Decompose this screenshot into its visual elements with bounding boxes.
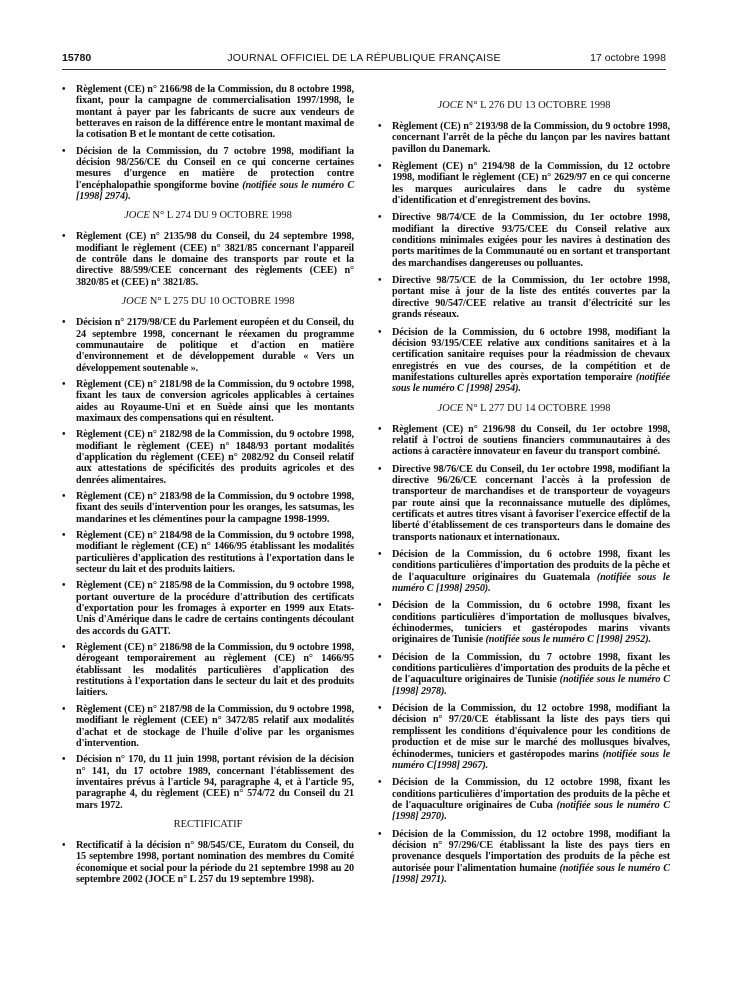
section-title: N° L 276 DU 13 OCTOBRE 1998 (465, 100, 611, 111)
entry-text: Décision n° 170, du 11 juin 1998, portant révision de la décision n° 141, du 17 octobre 1989, concernant l'établissement des inventaires prévus à l'article 94, paragraphe 4, et à l'article 95, paragraphe 4, du règlement (CEE) n° 574/72 du Conseil du 21 mars 1972. (76, 754, 354, 811)
entry-text: Décision de la Commission, du 7 octobre 1998, modifiant la décision 98/256/CE du Conseil en ce qui concerne certaines mesures d'urgence en matière de protection contre l'encéphalopathie spongiforme bovine (76, 145, 354, 191)
section-title: RECTIFICATIF (173, 818, 243, 830)
entry-text: Décision de la Commission, du 7 octobre 1998, fixant les conditions particulières d'importation des produits de la pêche et de l'aquaculture originaires de Tunisie (392, 651, 670, 686)
list-item (378, 829, 670, 886)
entry-text: Directive 98/76/CE du Conseil, du 1er octobre 1998, modifiant la directive 96/26/CE concernant l'accès à la profession de transporteur de marchandises et de transporteur de voyageurs par route ainsi que la reconnaissance mutuelle des diplômes, certificats et autres titres visant à favoriser l'exercice effectif de la liberté d'établissement de ces transporteurs dans le domaine des transports nationaux et internationaux. (392, 463, 670, 543)
list-item (62, 754, 354, 811)
section-heading (378, 100, 670, 111)
entry-text: Directive 98/74/CE de la Commission, du 1er octobre 1998, modifiant la directive 93/75/CEE du Conseil relative aux conditions minimales exigées pour les navires à destination des ports maritimes de la Communauté ou en sortant et transportant des marchandises dangereuses ou polluantes. (392, 212, 670, 269)
section-heading (62, 210, 354, 221)
list-item (62, 317, 354, 374)
list-item (378, 777, 670, 822)
entry-text: Décision de la Commission, du 12 octobre 1998, modifiant la décision n° 97/296/CE établissant la liste des pays tiers en provenance desquels l'importation des produits de la pêche est autorisée pour l'alimentation humaine (392, 828, 670, 874)
section-title: N° L 275 DU 10 OCTOBRE 1998 (149, 296, 295, 308)
list-item (378, 464, 670, 543)
list-item (378, 327, 670, 395)
entry-text: Règlement (CE) n° 2182/98 de la Commission, du 9 octobre 1998, modifiant le règlement (CEE) n° 1848/93 portant modalités d'application du règlement (CEE) n° 2082/92 du Conseil relatif aux attestations de spécificités des produits agricoles et des denrées alimentaires. (76, 429, 354, 486)
entry-text: Directive 98/75/CE de la Commission, du 1er octobre 1998, portant mise à jour de la liste des entités couvertes par la directive 90/547/CEE relative au transit d'électricité sur les grands réseaux. (392, 275, 670, 321)
entry-text: Règlement (CE) n° 2166/98 de la Commission, du 8 octobre 1998, fixant, pour la campagne de commercialisation 1997/1998, le montant à payer par les fabricants de sucre aux vendeurs de betteraves en raison de la différence entre le montant maximal de la cotisation B et le montant de cette cotisation. (76, 84, 354, 141)
list-item (62, 231, 354, 288)
entry-text: Règlement (CE) n° 2186/98 de la Commission, du 9 octobre 1998, dérogeant temporairement au règlement (CE) n° 1466/95 établissant les modalités particulières d'application des restitutions à l'exportation dans le secteur du lait et des produits laitiers. (76, 642, 354, 699)
section-heading (378, 403, 670, 414)
list-item (62, 530, 354, 575)
journal-title: JOURNAL OFFICIEL DE LA RÉPUBLIQUE FRANÇAISE (227, 52, 501, 64)
list-item (378, 703, 670, 771)
notification-reference: (notifiée sous le numéro C [1998] 2971). (392, 862, 670, 885)
entry-text: Décision de la Commission, du 12 octobre 1998, fixant les conditions particulières d'importation des produits de la pêche et de l'aquaculture originaires de Cuba (392, 777, 670, 811)
section-title: N° L 274 DU 9 OCTOBRE 1998 (152, 210, 292, 222)
notification-reference: (notifiée sous le numéro C [1998] 2950). (392, 571, 671, 595)
list-item (62, 580, 354, 637)
list-item (378, 549, 670, 594)
entry-text: Décision n° 2179/98/CE du Parlement européen et du Conseil, du 24 septembre 1998, concernant le réexamen du programme communautaire de politique et d'action en matière d'environnement et de développement durable « Vers un développement soutenable ». (76, 317, 354, 374)
list-item (62, 491, 354, 525)
notification-reference: (notifiée sous le numéro C [1998] 2952). (485, 634, 651, 646)
entry-text: Règlement (CE) n° 2181/98 de la Commission, du 9 octobre 1998, fixant les taux de conversion agricoles applicables à certaines aides au Royaume-Uni et en Suède ainsi que les montants maximaux des compensations qui en résultent. (76, 378, 354, 424)
list-item (378, 652, 670, 697)
notification-reference: (notifiée sous le numéro C [1998] 2970). (392, 799, 670, 823)
section-heading (62, 296, 354, 307)
left-column (62, 84, 354, 890)
list-item (378, 121, 670, 155)
page-header (62, 52, 666, 68)
entry-text: Décision de la Commission, du 6 octobre 1998, fixant les conditions particulières d'importation des produits de la pêche et de l'aquaculture originaires du Guatemala (392, 549, 670, 583)
entry-text: Décision de la Commission, du 12 octobre 1998, modifiant la décision n° 97/20/CE établissant la liste des pays tiers qui remplissent les conditions d'équivalence pour les conditions de production et de mise sur le marché des mollusques bivalves, échinodermes, tuniciers et gastéropodes marins (392, 703, 670, 760)
list-item (378, 424, 670, 458)
list-item (62, 84, 354, 141)
entry-text: Règlement (CE) n° 2185/98 de la Commission, du 9 octobre 1998, portant ouverture de la procédure d'attribution des certificats d'exportation pour les fromages à exporter en 1999 aux Etats-Unis d'Amérique dans le cadre de certains contingents découlant des accords du GATT. (76, 580, 354, 637)
list-item (378, 275, 670, 320)
list-item (62, 840, 354, 885)
list-item (62, 379, 354, 424)
section-journal-prefix: JOCE (121, 296, 148, 308)
right-column (378, 84, 670, 891)
entry-text: Décision de la Commission, du 6 octobre 1998, modifiant la décision 93/195/CEE relative aux conditions sanitaires et à la certification sanitaire requises pour la réadmission de chevaux enregistrés en vue des courses, de la compétition et de manifestations culturelles après exportation temporaire (392, 326, 670, 383)
notification-reference: (notifiée sous le numéro C [1998] 2978). (392, 674, 671, 697)
list-item (378, 600, 670, 645)
section-journal-prefix: JOCE (437, 402, 464, 414)
page-number: 15780 (62, 52, 92, 64)
section-title: N° L 277 DU 14 OCTOBRE 1998 (465, 402, 611, 414)
section-heading (62, 819, 354, 830)
list-item (62, 146, 354, 203)
section-journal-prefix: JOCE (124, 210, 150, 222)
entry-text: Règlement (CE) n° 2187/98 de la Commission, du 9 octobre 1998, modifiant le règlement (CEE) n° 3472/85 relatif aux modalités d'achat et de stockage de l'huile d'olive par les organismes d'intervention. (76, 703, 354, 749)
list-item (62, 429, 354, 486)
entry-text: Règlement (CE) n° 2183/98 de la Commission, du 9 octobre 1998, fixant des seuils d'intervention pour les oranges, les satsumas, les mandarines et les clémentines pour la campagne 1998-1999. (76, 490, 354, 525)
header-rule (62, 69, 666, 70)
entry-text: Décision de la Commission, du 6 octobre 1998, fixant les conditions particulières d'importation de mollusques bivalves, échinodermes, tuniciers et gastéropodes marins vivants originaires de Tunisie (392, 600, 670, 646)
notification-reference: (notifiée sous le numéro C [1998] 2954). (392, 371, 670, 395)
entry-text: Règlement (CE) n° 2196/98 du Conseil, du 1er octobre 1998, relatif à l'octroi de soutiens financiers communautaires à des actions à caractère innovateur en faveur du transport combiné. (392, 423, 670, 458)
entry-text: Règlement (CE) n° 2184/98 de la Commission, du 9 octobre 1998, modifiant le règlement (CE) n° 1466/95 établissant les modalités particulières d'application des restitutions à l'exportation dans le secteur du lait et des produits laitiers. (76, 530, 354, 576)
section-journal-prefix: JOCE (437, 100, 464, 111)
list-item (62, 704, 354, 749)
notification-reference: (notifiée sous le numéro C [1998] 2974). (76, 179, 355, 203)
entry-text: Règlement (CE) n° 2135/98 du Conseil, du 24 septembre 1998, modifiant le règlement (CEE) n° 3821/85 concernant l'appareil de contrôle dans le domaine des transports par route et la directive 88/599/CEE concernant des règlements (CEE) n° 3820/85 et (CEE) n° 3821/85. (76, 231, 354, 288)
notification-reference: (notifiée sous le numéro C[1998] 2967). (392, 748, 671, 771)
entry-text: Rectificatif à la décision n° 98/545/CE, Euratom du Conseil, du 15 septembre 1998, portant nomination des membres du Comité économique et social pour la période du 21 septembre 1998 au 20 septembre 2002 (JOCE n° L 257 du 19 septembre 1998). (76, 839, 354, 885)
list-item (378, 161, 670, 206)
list-item (378, 212, 670, 269)
list-item (62, 642, 354, 699)
issue-date: 17 octobre 1998 (590, 52, 666, 64)
entry-text: Règlement (CE) n° 2193/98 de la Commission, du 9 octobre 1998, concernant l'arrêt de la pêche du lançon par les navires battant pavillon du Danemark. (392, 121, 670, 155)
entry-text: Règlement (CE) n° 2194/98 de la Commission, du 12 octobre 1998, modifiant le règlement (CE) n° 2629/97 en ce qui concerne les marques auriculaires dans le cadre du système d'identification et d'enregistrement des bovins. (392, 161, 670, 207)
